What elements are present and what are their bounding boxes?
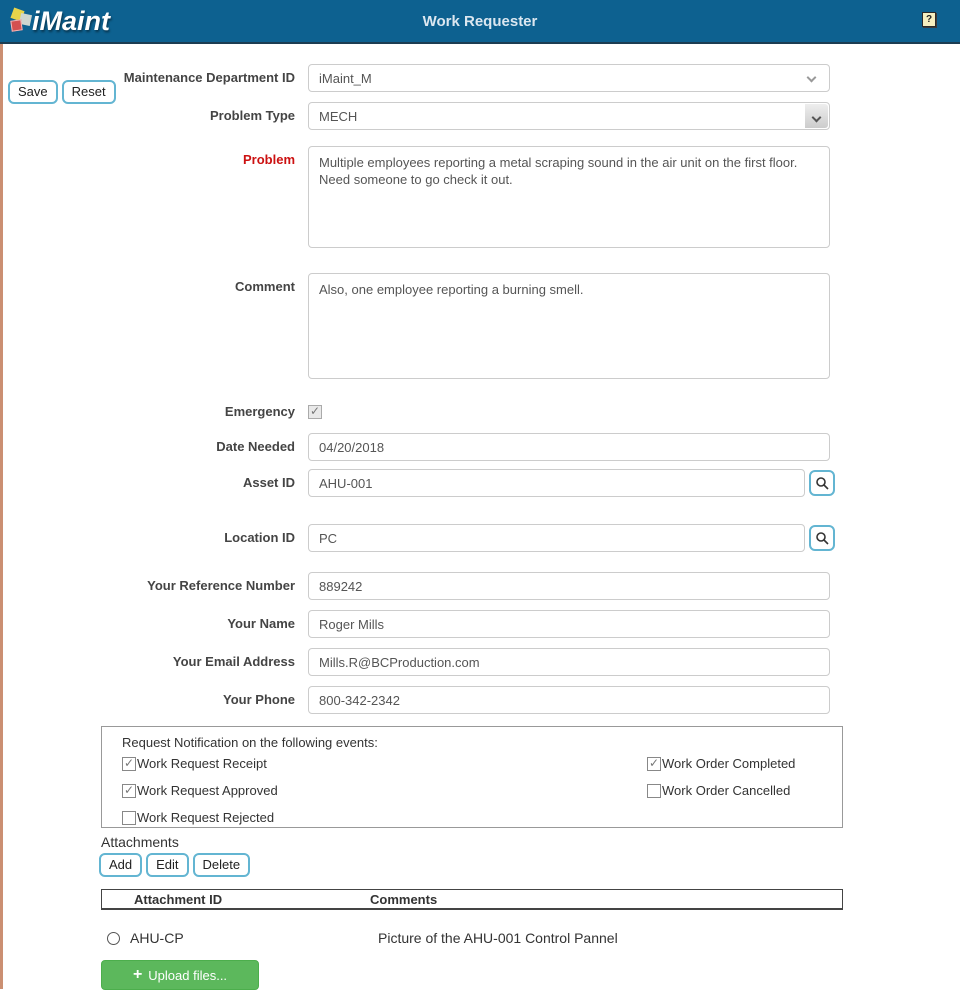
problem-row (3, 146, 960, 253)
emergency-row (3, 404, 960, 419)
your-email-row (3, 648, 960, 676)
problem-type-value: MECH (319, 108, 358, 124)
location-id-row (3, 524, 960, 552)
chevron-down-icon (812, 113, 822, 123)
reset-button[interactable]: Reset (62, 80, 116, 104)
comments-column-header: Comments (370, 891, 438, 907)
emergency-label: Emergency (224, 404, 295, 419)
maintenance-department-value: iMaint_M (319, 70, 372, 86)
problem-type-select[interactable] (308, 102, 830, 130)
page-title: Work Requester (422, 12, 538, 30)
toolbar (8, 80, 116, 104)
emergency-checkbox[interactable] (308, 405, 322, 419)
attachment-id-cell: AHU-CP (130, 930, 184, 946)
plus-icon: + (132, 966, 143, 983)
work-request-rejected-checkbox[interactable] (122, 811, 136, 825)
upload-files-label: Upload files... (148, 967, 228, 983)
date-needed-label: Date Needed (216, 439, 295, 454)
delete-attachment-button[interactable]: Delete (193, 853, 251, 877)
attachment-id-column-header: Attachment ID (134, 891, 223, 907)
checkbox-label: Work Order Cancelled (662, 783, 791, 798)
attachments-table-header (101, 889, 843, 910)
location-id-search-button[interactable] (809, 525, 835, 551)
problem-label: Problem (242, 152, 295, 167)
problem-type-label: Problem Type (209, 108, 295, 123)
your-phone-row (3, 686, 960, 714)
attachment-table-row[interactable] (107, 930, 960, 946)
work-request-receipt-checkbox[interactable] (122, 757, 136, 771)
comment-row (3, 273, 960, 384)
checkbox-label: Work Request Rejected (137, 810, 275, 825)
your-phone-label: Your Phone (223, 692, 295, 707)
comment-textarea[interactable] (308, 273, 830, 379)
reference-number-input[interactable] (308, 572, 830, 600)
reference-number-row (3, 572, 960, 600)
maintenance-department-select[interactable] (308, 64, 830, 92)
location-id-label: Location ID (224, 530, 295, 545)
your-email-input[interactable] (308, 648, 830, 676)
upload-files-button[interactable] (101, 960, 259, 990)
attachment-row-radio[interactable] (107, 932, 120, 945)
date-needed-row (3, 433, 960, 461)
problem-textarea[interactable] (308, 146, 830, 248)
notify-work-request-approved (122, 783, 647, 798)
checkbox-label: Work Request Receipt (137, 756, 267, 771)
maintenance-department-row (3, 64, 960, 92)
notify-work-request-rejected (122, 810, 647, 825)
select-arrow-box (805, 104, 828, 128)
notify-work-order-completed (647, 756, 795, 771)
app-header (0, 0, 960, 44)
comment-label: Comment (235, 279, 295, 294)
checkbox-label: Work Order Completed (662, 756, 796, 771)
notification-events-title: Request Notification on the following events: (122, 735, 378, 750)
your-email-label: Your Email Address (172, 654, 295, 669)
notify-work-request-receipt (122, 756, 647, 771)
asset-id-input[interactable] (308, 469, 805, 497)
work-requester-form (0, 64, 960, 990)
notify-work-order-cancelled (647, 783, 795, 798)
your-name-input[interactable] (308, 610, 830, 638)
asset-id-row (3, 469, 960, 497)
location-id-input[interactable] (308, 524, 805, 552)
search-icon (815, 476, 829, 490)
attachments-section-label: Attachments (101, 834, 179, 850)
attachments-toolbar (99, 853, 960, 877)
your-name-label: Your Name (227, 616, 295, 631)
help-icon[interactable]: ? (922, 12, 936, 27)
asset-id-label: Asset ID (242, 475, 295, 490)
your-phone-input[interactable] (308, 686, 830, 714)
add-attachment-button[interactable]: Add (99, 853, 142, 877)
save-button[interactable]: Save (8, 80, 58, 104)
notification-events-box (101, 726, 843, 828)
chevron-down-icon (807, 73, 817, 83)
asset-id-search-button[interactable] (809, 470, 835, 496)
maintenance-department-label: Maintenance Department ID (123, 70, 295, 85)
imaint-logo-text: iMaint (32, 5, 110, 36)
your-name-row (3, 610, 960, 638)
attachment-comments-cell: Picture of the AHU-001 Control Pannel (378, 930, 618, 946)
search-icon (815, 531, 829, 545)
work-order-cancelled-checkbox[interactable] (647, 784, 661, 798)
work-order-completed-checkbox[interactable] (647, 757, 661, 771)
edit-attachment-button[interactable]: Edit (146, 853, 188, 877)
checkbox-label: Work Request Approved (137, 783, 278, 798)
reference-number-label: Your Reference Number (147, 578, 295, 593)
date-needed-input[interactable] (308, 433, 830, 461)
problem-type-row (3, 102, 960, 130)
work-request-approved-checkbox[interactable] (122, 784, 136, 798)
